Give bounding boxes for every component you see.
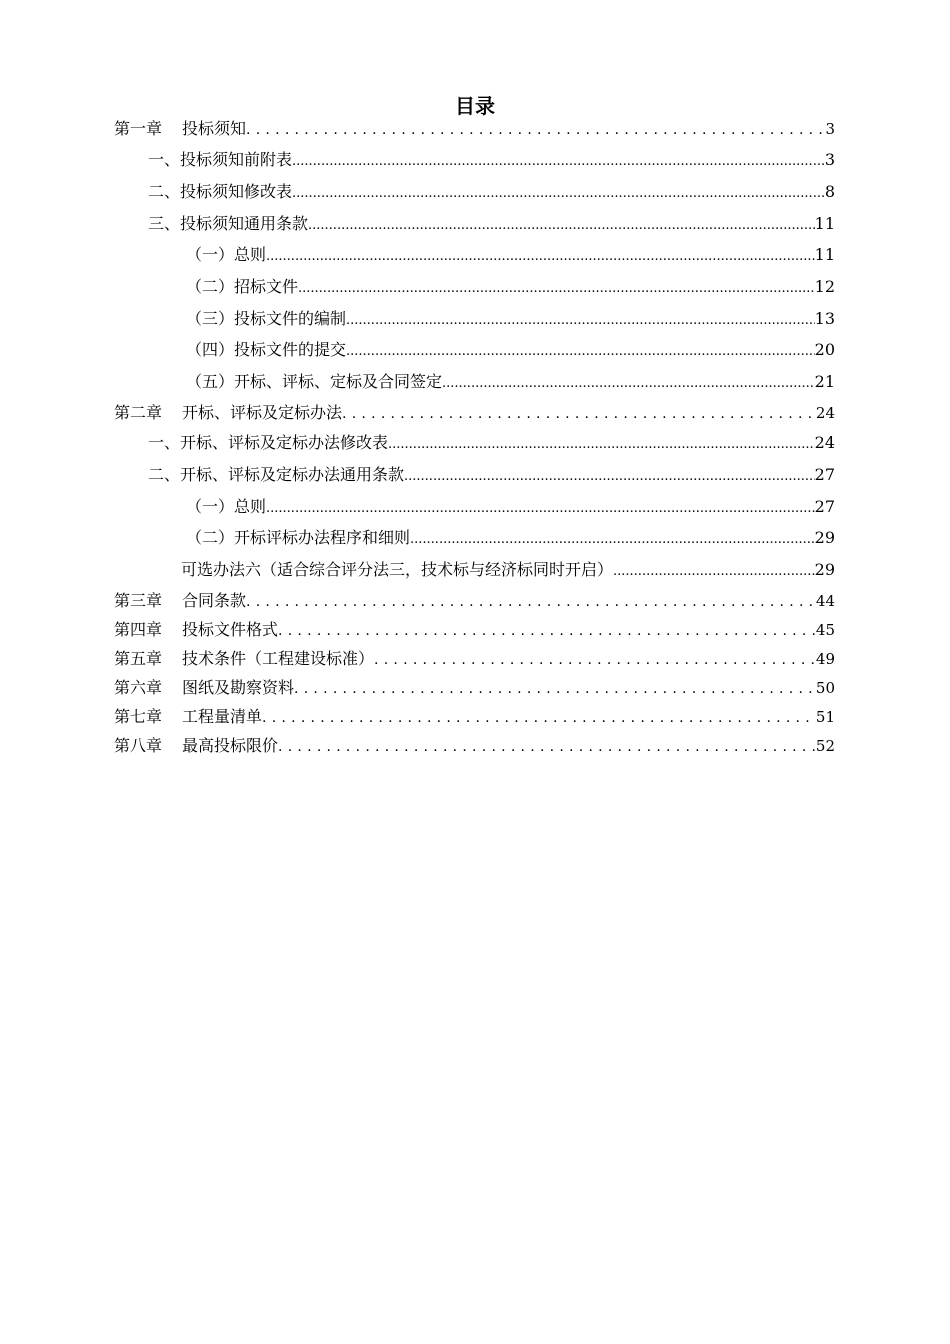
toc-chapter-number: 第四章 bbox=[114, 620, 163, 639]
toc-page-number: 52 bbox=[815, 737, 835, 755]
toc-page-number: 13 bbox=[814, 309, 835, 328]
toc-entry-label: 最高投标限价 bbox=[182, 736, 279, 755]
toc-entry-chapter-6[interactable] bbox=[114, 677, 835, 700]
toc-title: 目录 bbox=[455, 94, 495, 118]
toc-entry-1-3-3[interactable] bbox=[186, 308, 835, 332]
toc-entry-label: （一）总则 bbox=[186, 245, 267, 264]
toc-chapter-number: 第八章 bbox=[114, 736, 163, 755]
toc-entry-label: 一、投标须知前附表 bbox=[148, 150, 293, 169]
toc-entry-label: 开标、评标及定标办法 bbox=[182, 403, 343, 422]
toc-leader-dots bbox=[388, 432, 815, 456]
toc-page-number: 8 bbox=[824, 182, 835, 201]
toc-page-number: 29 bbox=[814, 528, 835, 547]
toc-entry-label: 可选办法六（适合综合评分法三，技术标与经济标同时开启） bbox=[181, 560, 614, 579]
toc-leader-dots bbox=[278, 735, 816, 758]
toc-entry-label: 投标须知 bbox=[182, 119, 247, 138]
toc-entry-label: （二）招标文件 bbox=[186, 277, 299, 296]
toc-entry-chapter-4[interactable] bbox=[114, 619, 835, 642]
toc-entry-1-3[interactable] bbox=[148, 213, 835, 237]
toc-leader-dots bbox=[410, 527, 815, 551]
toc-chapter-number: 第七章 bbox=[114, 707, 163, 726]
toc-entry-label: （五）开标、评标、定标及合同签定 bbox=[186, 372, 443, 391]
toc-entry-1-3-4[interactable] bbox=[186, 339, 835, 363]
toc-page-number: 44 bbox=[815, 592, 835, 610]
toc-entry-label: 投标文件格式 bbox=[182, 620, 279, 639]
toc-entry-label: 二、开标、评标及定标办法通用条款 bbox=[148, 465, 405, 484]
toc-page-number: 11 bbox=[814, 214, 835, 233]
toc-entry-chapter-1[interactable] bbox=[114, 118, 835, 141]
toc-page-number: 24 bbox=[814, 433, 835, 452]
toc-leader-dots bbox=[292, 181, 825, 205]
toc-entry-label: 图纸及勘察资料 bbox=[182, 678, 295, 697]
toc-entry-label: 三、投标须知通用条款 bbox=[148, 214, 309, 233]
toc-entry-1-3-5[interactable] bbox=[186, 371, 835, 395]
toc-leader-dots bbox=[298, 276, 815, 300]
toc-leader-dots bbox=[246, 590, 816, 613]
toc-entry-label: （二）开标评标办法程序和细则 bbox=[186, 528, 411, 547]
toc-leader-dots bbox=[346, 308, 815, 332]
toc-leader-dots bbox=[613, 559, 815, 583]
toc-entry-2-1[interactable] bbox=[148, 432, 835, 456]
toc-entry-label: 技术条件（工程建设标准） bbox=[182, 649, 375, 668]
toc-chapter-number: 第五章 bbox=[114, 649, 163, 668]
toc-entry-label: （一）总则 bbox=[186, 497, 267, 516]
toc-leader-dots bbox=[374, 648, 816, 671]
toc-entry-label: 二、投标须知修改表 bbox=[148, 182, 293, 201]
toc-page-number: 11 bbox=[814, 245, 835, 264]
toc-entry-chapter-8[interactable] bbox=[114, 735, 835, 758]
toc-entry-2-2-option-6[interactable] bbox=[181, 559, 835, 583]
toc-chapter-number: 第六章 bbox=[114, 678, 163, 697]
toc-page-number: 3 bbox=[824, 150, 835, 169]
toc-page-number: 27 bbox=[814, 497, 835, 516]
toc-page-number: 50 bbox=[815, 679, 835, 697]
toc-leader-dots bbox=[262, 706, 816, 729]
toc-entry-1-3-1[interactable] bbox=[186, 244, 835, 268]
toc-page-number: 49 bbox=[815, 650, 835, 668]
toc-entry-1-2[interactable] bbox=[148, 181, 835, 205]
toc-entry-label: （三）投标文件的编制 bbox=[186, 309, 347, 328]
toc-entry-2-2-1[interactable] bbox=[186, 496, 835, 520]
toc-entry-chapter-3[interactable] bbox=[114, 590, 835, 613]
toc-page-number: 12 bbox=[814, 277, 835, 296]
toc-entry-label: 工程量清单 bbox=[182, 707, 263, 726]
toc-entry-chapter-5[interactable] bbox=[114, 648, 835, 671]
toc-leader-dots bbox=[442, 371, 815, 395]
toc-leader-dots bbox=[292, 149, 825, 173]
toc-leader-dots bbox=[266, 244, 815, 268]
toc-leader-dots bbox=[404, 464, 815, 488]
toc-leader-dots bbox=[246, 118, 825, 141]
toc-chapter-number: 第三章 bbox=[114, 591, 163, 610]
toc-page-number: 29 bbox=[814, 560, 835, 579]
toc-page-number: 51 bbox=[815, 708, 835, 726]
toc-leader-dots bbox=[342, 402, 816, 425]
toc-page-number: 20 bbox=[814, 340, 835, 359]
toc-entry-1-1[interactable] bbox=[148, 149, 835, 173]
toc-leader-dots bbox=[308, 213, 815, 237]
toc-entry-2-2[interactable] bbox=[148, 464, 835, 488]
toc-entry-1-3-2[interactable] bbox=[186, 276, 835, 300]
toc-leader-dots bbox=[294, 677, 816, 700]
toc-entry-chapter-7[interactable] bbox=[114, 706, 835, 729]
toc-entry-label: 一、开标、评标及定标办法修改表 bbox=[148, 433, 389, 452]
toc-leader-dots bbox=[266, 496, 815, 520]
toc-chapter-number: 第二章 bbox=[114, 403, 163, 422]
toc-page-number: 3 bbox=[825, 120, 835, 138]
toc-entry-label: （四）投标文件的提交 bbox=[186, 340, 347, 359]
toc-leader-dots bbox=[346, 339, 815, 363]
toc-entry-chapter-2[interactable] bbox=[114, 402, 835, 425]
toc-chapter-number: 第一章 bbox=[114, 119, 163, 138]
toc-entry-2-2-2[interactable] bbox=[186, 527, 835, 551]
toc-page-number: 27 bbox=[814, 465, 835, 484]
toc-page-number: 45 bbox=[815, 621, 835, 639]
toc-page-number: 21 bbox=[814, 372, 835, 391]
toc-leader-dots bbox=[278, 619, 816, 642]
toc-page-number: 24 bbox=[815, 404, 835, 422]
toc-entry-label: 合同条款 bbox=[182, 591, 247, 610]
